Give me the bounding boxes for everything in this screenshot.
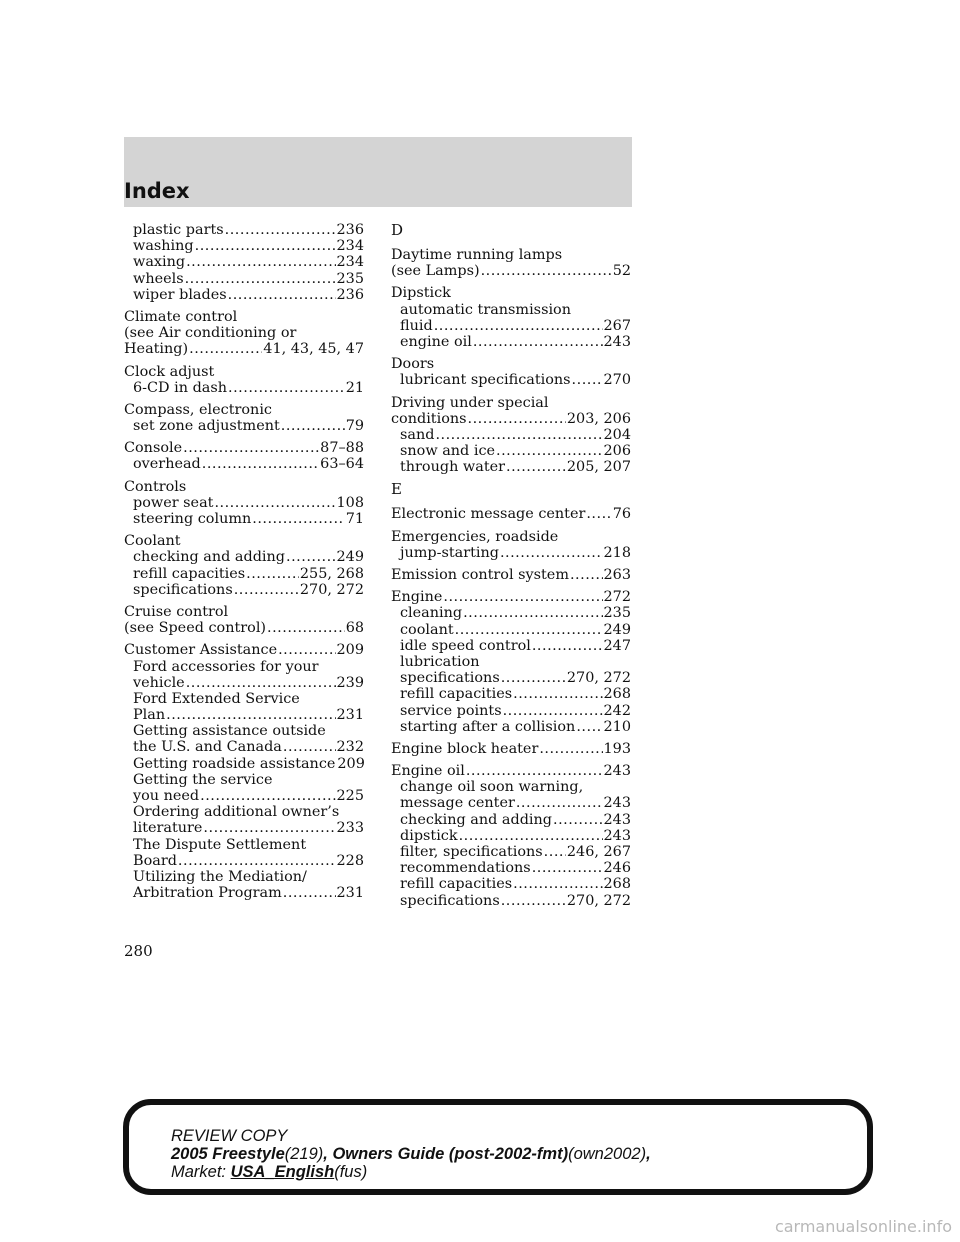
- page-reference: 268: [603, 876, 631, 893]
- index-entry: [124, 642, 364, 901]
- index-entry-line: [391, 506, 631, 522]
- page-reference: 243: [603, 827, 631, 844]
- footer-text: [171, 1127, 651, 1181]
- dot-leader: [466, 763, 603, 779]
- index-subentry: [124, 739, 364, 755]
- section-title: Index: [124, 179, 190, 203]
- index-entry: [124, 479, 364, 528]
- page-reference: 272: [603, 589, 631, 606]
- dot-leader: [501, 893, 566, 909]
- index-entry: [391, 763, 631, 909]
- page-reference: 247: [603, 637, 631, 654]
- entry-text: lubricant specifications: [400, 372, 571, 389]
- index-subentry: [391, 459, 631, 475]
- entry-text: Climate control: [124, 308, 238, 325]
- entry-text: checking and adding: [133, 549, 286, 566]
- index-entry-line: [124, 604, 364, 620]
- dot-leader: [214, 495, 335, 511]
- index-entry-line: [124, 402, 364, 418]
- page-reference: 76: [612, 506, 631, 523]
- entry-text: Board: [133, 852, 177, 869]
- entry-text: sand: [400, 426, 435, 443]
- index-entry-line: [391, 763, 631, 779]
- entry-text: overhead: [133, 456, 201, 473]
- page-reference: 249: [336, 549, 364, 566]
- entry-text: Daytime running lamps: [391, 247, 563, 263]
- index-subentry: [124, 238, 364, 254]
- index-subentry: [391, 605, 631, 621]
- page-reference: 243: [603, 811, 631, 828]
- dot-leader: [225, 222, 336, 238]
- index-entry: [391, 247, 631, 279]
- entry-text: through water: [400, 459, 505, 476]
- index-subentry: [124, 582, 364, 598]
- dot-leader: [234, 582, 299, 598]
- dot-leader: [200, 788, 335, 804]
- page-reference: 205, 207: [566, 459, 631, 476]
- page-reference: 236: [336, 286, 364, 303]
- page-reference: 270, 272: [299, 581, 364, 598]
- entry-text: Electronic message center: [391, 506, 586, 523]
- index-subentry: [391, 622, 631, 638]
- index-subentry: [391, 719, 631, 735]
- page-reference: 270, 272: [566, 892, 631, 909]
- entry-text: (see Air conditioning or: [124, 325, 297, 342]
- index-subentry: [124, 418, 364, 434]
- entry-text: set zone adjustment: [133, 418, 280, 435]
- footer-line-1: REVIEW COPY: [171, 1127, 288, 1145]
- index-entry: [391, 529, 631, 561]
- dot-leader: [503, 703, 603, 719]
- page-reference: 255, 268: [299, 565, 364, 582]
- page-reference: 243: [603, 333, 631, 350]
- index-letter-heading: D: [391, 221, 404, 239]
- entry-text: Console: [124, 440, 183, 457]
- dot-leader: [189, 341, 262, 357]
- index-entry-line: [391, 285, 631, 301]
- index-subentry: [124, 756, 364, 772]
- entry-text: the U.S. and Canada: [133, 739, 282, 756]
- entry-text: Emission control system: [391, 567, 569, 583]
- entry-text: washing: [133, 238, 194, 255]
- index-subentry: [124, 788, 364, 804]
- index-subentry: [391, 812, 631, 828]
- dot-leader: [455, 622, 603, 638]
- index-subentry: [391, 334, 631, 350]
- page-reference: 68: [345, 620, 364, 637]
- page-reference: 21: [345, 379, 364, 396]
- entry-text: refill capacities: [400, 876, 513, 893]
- entry-text: Clock adjust: [124, 363, 215, 380]
- page-reference: 243: [603, 763, 631, 780]
- index-entry-line: [124, 479, 364, 495]
- page-reference: 108: [336, 494, 364, 511]
- entry-text: checking and adding: [400, 811, 553, 828]
- entry-text: filter, specifications: [400, 844, 543, 860]
- page-reference: 243: [603, 795, 631, 812]
- index-subentry: [391, 318, 631, 334]
- index-subentry: [391, 795, 631, 811]
- section-header: [124, 137, 632, 207]
- index-subentry: [391, 703, 631, 719]
- page-reference: 87–88: [320, 440, 364, 457]
- entry-text: (see Lamps): [391, 263, 480, 280]
- index-subentry: [391, 686, 631, 702]
- index-subentry: [124, 691, 364, 707]
- dot-leader: [183, 440, 319, 456]
- dot-leader: [443, 589, 602, 605]
- index-subentry: [124, 707, 364, 723]
- page-reference: 249: [603, 621, 631, 638]
- index-entry: [391, 395, 631, 476]
- index-column-right: [391, 222, 631, 915]
- index-entry-line: [391, 411, 631, 427]
- dot-leader: [496, 443, 603, 459]
- entry-text: Ford Extended Service: [133, 690, 300, 707]
- index-subentry: [124, 837, 364, 853]
- entry-text: coolant: [400, 621, 454, 638]
- page-reference: 231: [336, 707, 364, 724]
- dot-leader: [516, 795, 603, 811]
- dot-leader: [195, 238, 336, 254]
- index-subentry: [391, 443, 631, 459]
- index-subentry: [124, 772, 364, 788]
- dot-leader: [283, 885, 336, 901]
- page-reference: 231: [336, 885, 364, 902]
- entry-text: Arbitration Program: [133, 885, 282, 902]
- index-subentry: [391, 670, 631, 686]
- page-reference: 267: [603, 317, 631, 334]
- page-reference: 235: [603, 605, 631, 622]
- entry-text: change oil soon warning,: [400, 779, 584, 796]
- dot-leader: [278, 642, 335, 658]
- entry-text: Getting the service: [133, 771, 273, 788]
- index-subentry: [124, 885, 364, 901]
- page-reference: 235: [336, 270, 364, 287]
- index-subentry: [391, 844, 631, 860]
- page-reference: 234: [336, 238, 364, 255]
- index-entry: [391, 741, 631, 757]
- index-letter-heading: E: [391, 480, 402, 499]
- entry-text: lubrication: [400, 653, 480, 670]
- entry-text: Engine block heater: [391, 740, 539, 757]
- entry-text: power seat: [133, 494, 214, 511]
- dot-leader: [532, 638, 603, 654]
- dot-leader: [506, 459, 566, 475]
- index-entry: [124, 402, 364, 434]
- page-reference: 270, 272: [566, 670, 631, 687]
- index-subentry: [391, 876, 631, 892]
- entry-text: Engine: [391, 589, 443, 606]
- index-entry-line: [391, 395, 631, 411]
- index-entry-line: [124, 309, 364, 325]
- dot-leader: [435, 427, 602, 443]
- dot-leader: [576, 719, 602, 735]
- index-subentry: [391, 638, 631, 654]
- index-entry: [391, 356, 631, 388]
- index-subentry: [391, 779, 631, 795]
- index-subentry: [124, 820, 364, 836]
- index-subentry: [124, 456, 364, 472]
- entry-text: specifications: [133, 581, 233, 598]
- index-entry-line: [391, 741, 631, 757]
- dot-leader: [286, 549, 336, 565]
- entry-text: Coolant: [124, 533, 181, 550]
- entry-text: Dipstick: [391, 285, 451, 302]
- entry-text: idle speed control: [400, 637, 531, 654]
- index-column-left: [124, 222, 364, 907]
- index-entry-line: [124, 341, 364, 357]
- page-reference: 270: [603, 372, 631, 389]
- entry-text: dipstick: [400, 827, 458, 844]
- index-entry-line: [391, 567, 631, 583]
- entry-text: Engine oil: [391, 763, 465, 780]
- index-entry: [124, 309, 364, 358]
- page-reference: 209: [336, 642, 364, 659]
- index-entry: [124, 604, 364, 636]
- index-subentry: [124, 380, 364, 396]
- entry-text: (see Speed control): [124, 620, 267, 637]
- page-reference: 193: [603, 740, 631, 757]
- dot-leader: [586, 506, 611, 522]
- page-reference: 263: [603, 567, 631, 583]
- index-subentry: [124, 495, 364, 511]
- review-copy-footer: [123, 1099, 873, 1195]
- dot-leader: [500, 545, 603, 561]
- index-entry-line: [391, 529, 631, 545]
- dot-leader: [267, 620, 345, 636]
- entry-text: Cruise control: [124, 603, 229, 620]
- dot-leader: [468, 411, 566, 427]
- index-subentry: [391, 545, 631, 561]
- dot-leader: [281, 418, 345, 434]
- page-reference: 210: [603, 718, 631, 735]
- entry-text: vehicle: [133, 674, 185, 691]
- entry-text: 6-CD in dash: [133, 379, 228, 396]
- index-entry: [124, 364, 364, 396]
- dot-leader: [202, 456, 319, 472]
- entry-text: waxing: [133, 254, 186, 271]
- dot-leader: [572, 372, 603, 388]
- entry-text: The Dispute Settlement: [133, 836, 307, 853]
- page-reference: 63–64: [320, 456, 364, 473]
- index-subentry: [124, 675, 364, 691]
- dot-leader: [539, 741, 602, 757]
- entry-text: starting after a collision: [400, 718, 576, 735]
- page-reference: 246: [603, 860, 631, 877]
- index-subentry: [124, 222, 364, 238]
- index-subentry: [124, 254, 364, 270]
- index-entry: [124, 533, 364, 598]
- entry-text: literature: [133, 820, 203, 837]
- page-reference: 204: [603, 426, 631, 443]
- footer-line-2: 2005 Freestyle(219), Owners Guide (post-2002-fmt)(own2002),: [171, 1145, 651, 1163]
- dot-leader: [513, 686, 602, 702]
- footer-line-3: Market: USA_English(fus): [171, 1163, 368, 1181]
- entry-text: fluid: [400, 317, 433, 334]
- entry-text: refill capacities: [133, 565, 246, 582]
- page-reference: 52: [612, 263, 631, 280]
- entry-text: Utilizing the Mediation/: [133, 868, 307, 885]
- page-reference: 268: [603, 686, 631, 703]
- index-subentry: [391, 654, 631, 670]
- index-entry-line: [124, 642, 364, 658]
- index-entry: [391, 506, 631, 522]
- entry-text: refill capacities: [400, 686, 513, 703]
- index-subentry: [391, 302, 631, 318]
- entry-text: Doors: [391, 356, 435, 373]
- dot-leader: [283, 739, 336, 755]
- dot-leader: [186, 254, 335, 270]
- entry-text: plastic parts: [133, 222, 224, 238]
- index-subentry: [124, 723, 364, 739]
- index-entry-line: [391, 356, 631, 372]
- dot-leader: [228, 380, 345, 396]
- entry-text: specifications: [400, 892, 500, 909]
- page-reference: 209: [337, 755, 365, 772]
- index-subentry: [124, 271, 364, 287]
- dot-leader: [544, 844, 566, 860]
- dot-leader: [434, 318, 603, 334]
- entry-text: Heating): [124, 341, 189, 358]
- index-entry-line: [391, 247, 631, 263]
- index-entry: [391, 285, 631, 350]
- index-subentry: [124, 549, 364, 565]
- dot-leader: [203, 820, 335, 836]
- entry-text: Customer Assistance: [124, 642, 278, 659]
- index-entry: [391, 589, 631, 735]
- dot-leader: [501, 670, 566, 686]
- dot-leader: [166, 707, 335, 723]
- index-entry-line: [391, 263, 631, 279]
- page-reference: 218: [603, 544, 631, 561]
- entry-text: automatic transmission: [400, 301, 571, 318]
- entry-text: specifications: [400, 670, 500, 687]
- index-subentry: [124, 511, 364, 527]
- page-reference: 206: [603, 443, 631, 460]
- entry-text: Plan: [133, 707, 166, 724]
- index-entry: [124, 222, 364, 303]
- entry-text: Ordering additional owner’s: [133, 804, 340, 821]
- dot-leader: [463, 605, 602, 621]
- page-reference: 41, 43, 45, 47: [263, 341, 364, 358]
- entry-text: jump-starting: [400, 544, 499, 561]
- page-reference: 236: [336, 222, 364, 238]
- index-entry-line: [124, 325, 364, 341]
- dot-leader: [473, 334, 603, 350]
- watermark: carmanualsonline.info: [774, 1217, 952, 1236]
- dot-leader: [532, 860, 603, 876]
- page-reference: 203, 206: [566, 410, 631, 427]
- index-subentry: [124, 853, 364, 869]
- index-subentry: [124, 869, 364, 885]
- dot-leader: [246, 566, 299, 582]
- page-reference: 242: [603, 702, 631, 719]
- entry-text: recommendations: [400, 860, 531, 877]
- index-entry: [124, 440, 364, 472]
- index-subentry: [391, 828, 631, 844]
- dot-leader: [186, 675, 336, 691]
- dot-leader: [178, 853, 336, 869]
- index-subentry: [391, 372, 631, 388]
- dot-leader: [228, 287, 336, 303]
- entry-text: cleaning: [400, 605, 463, 622]
- page-reference: 225: [336, 788, 364, 804]
- page-reference: 79: [345, 418, 364, 435]
- dot-leader: [459, 828, 603, 844]
- entry-text: Controls: [124, 478, 187, 495]
- entry-text: steering column: [133, 511, 252, 527]
- index-entry-line: [124, 440, 364, 456]
- entry-text: Ford accessories for your: [133, 658, 319, 675]
- index-entry-line: [124, 364, 364, 380]
- page-reference: 228: [336, 852, 364, 869]
- page-reference: 232: [336, 739, 364, 756]
- entry-text: Emergencies, roadside: [391, 528, 559, 545]
- index-subentry: [124, 804, 364, 820]
- page-reference: 246, 267: [566, 844, 631, 860]
- page-reference: 233: [336, 820, 364, 837]
- dot-leader: [513, 876, 602, 892]
- dot-leader: [185, 271, 336, 287]
- entry-text: message center: [400, 795, 515, 812]
- entry-text: Getting assistance outside: [133, 723, 326, 740]
- page-reference: 71: [345, 511, 364, 527]
- entry-text: service points: [400, 702, 502, 719]
- index-subentry: [124, 566, 364, 582]
- entry-text: engine oil: [400, 333, 472, 350]
- entry-text: Compass, electronic: [124, 401, 272, 418]
- dot-leader: [481, 263, 612, 279]
- entry-text: wheels: [133, 270, 184, 287]
- page-number: 280: [124, 942, 153, 960]
- index-entry-line: [124, 533, 364, 549]
- index-subentry: [124, 287, 364, 303]
- entry-text: Driving under special: [391, 394, 549, 411]
- index-entry-line: [391, 589, 631, 605]
- entry-text: conditions: [391, 410, 467, 427]
- page-reference: 234: [336, 254, 364, 271]
- page-reference: 239: [336, 674, 364, 691]
- index-subentry: [391, 893, 631, 909]
- index-subentry: [391, 860, 631, 876]
- entry-text: Getting roadside assistance: [133, 755, 336, 772]
- index-subentry: [124, 659, 364, 675]
- index-entry-line: [124, 620, 364, 636]
- dot-leader: [252, 511, 344, 527]
- index-subentry: [391, 427, 631, 443]
- dot-leader: [570, 567, 603, 583]
- dot-leader: [553, 812, 603, 828]
- entry-text: wiper blades: [133, 286, 227, 303]
- entry-text: you need: [133, 788, 200, 804]
- entry-text: snow and ice: [400, 443, 496, 460]
- index-entry: [391, 567, 631, 583]
